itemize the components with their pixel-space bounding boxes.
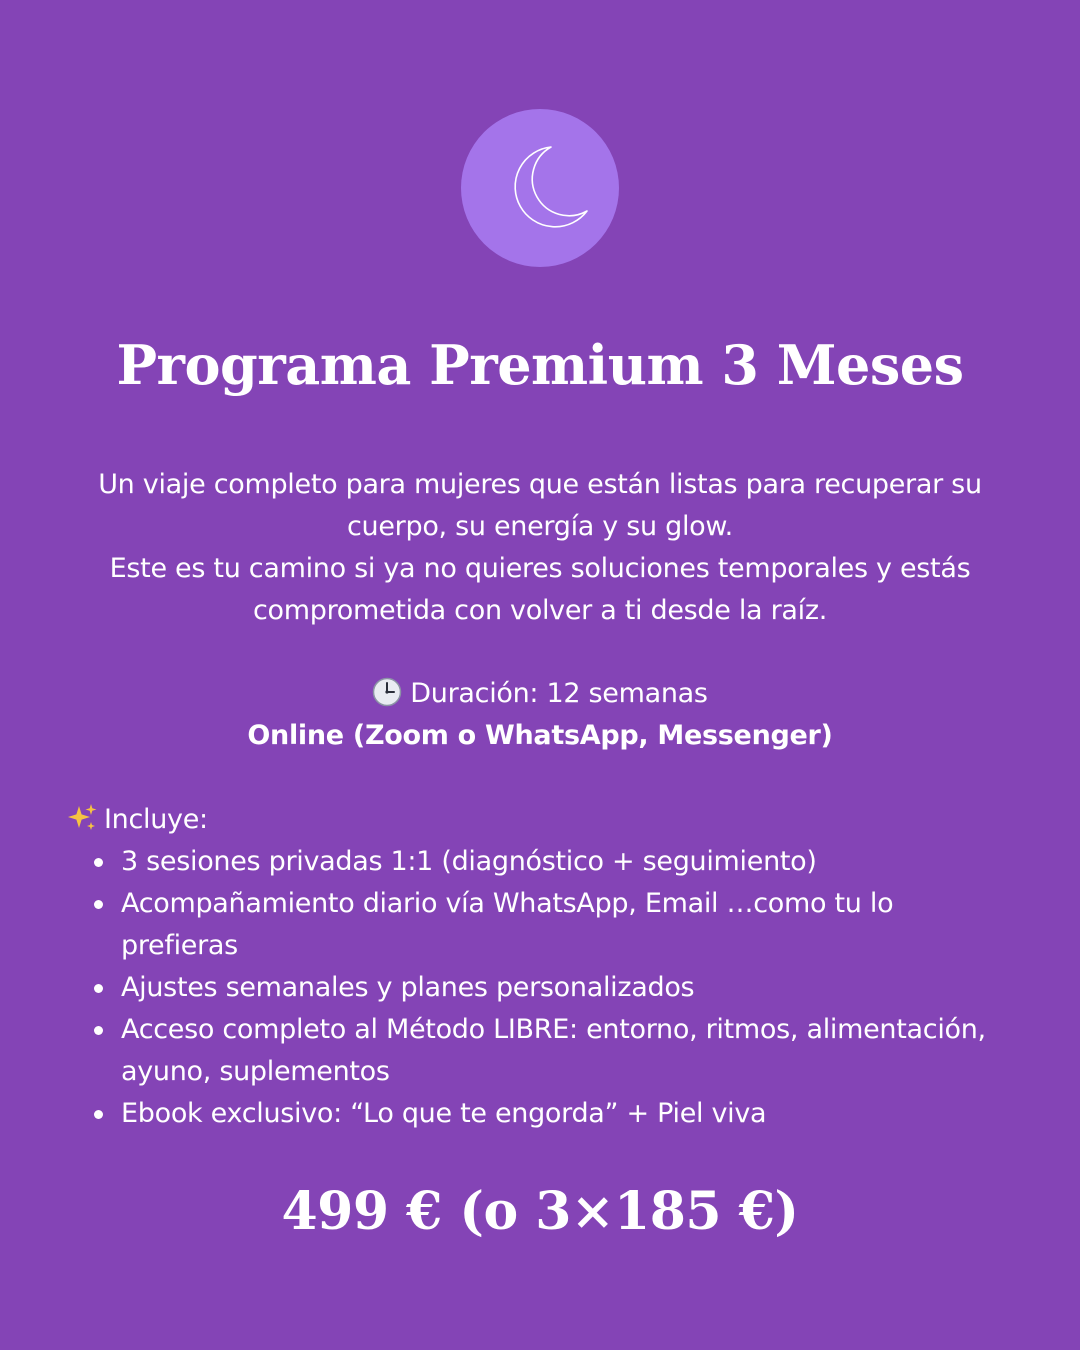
list-item xyxy=(66,1009,1016,1093)
bullet-dot xyxy=(94,858,103,867)
list-item-text: Acceso completo al Método LIBRE: entorno, ritmos, alimentación, ayuno, suplementos xyxy=(121,1014,986,1087)
duration-text: Duración: 12 semanas xyxy=(410,678,708,709)
clock-icon xyxy=(372,677,402,707)
bullet-dot xyxy=(94,1026,103,1035)
list-item xyxy=(66,883,1016,967)
includes-section xyxy=(66,799,1016,1135)
list-item-text: Ebook exclusivo: “Lo que te engorda” + Piel viva xyxy=(121,1098,767,1129)
page-title: Programa Premium 3 Meses xyxy=(116,333,964,397)
intro-text xyxy=(60,464,1020,632)
duration-line xyxy=(0,673,1080,715)
includes-list xyxy=(66,841,1016,1135)
intro-paragraph: Un viaje completo para mujeres que están listas para recuperar su cuerpo, su energía y su glow. xyxy=(98,469,982,542)
bullet-dot xyxy=(94,900,103,909)
price: 499 € (o 3×185 €) xyxy=(281,1181,799,1242)
list-item xyxy=(66,1093,1016,1135)
list-item xyxy=(66,967,1016,1009)
list-item-text: Ajustes semanales y planes personalizados xyxy=(121,972,695,1003)
list-item xyxy=(66,841,1016,883)
includes-heading: Incluye: xyxy=(104,804,208,835)
bullet-dot xyxy=(94,984,103,993)
duration-block xyxy=(0,673,1080,757)
bullet-dot xyxy=(94,1110,103,1119)
crescent-moon-icon xyxy=(461,109,619,267)
includes-heading-line xyxy=(66,799,1016,841)
sparkles-icon xyxy=(66,802,98,834)
list-item-text: Acompañamiento diario vía WhatsApp, Email …como tu lo prefieras xyxy=(121,888,894,961)
logo-circle xyxy=(461,109,619,267)
list-item-text: 3 sesiones privadas 1:1 (diagnóstico + seguimiento) xyxy=(121,846,817,877)
online-mode-text: Online (Zoom o WhatsApp, Messenger) xyxy=(247,720,833,751)
intro-paragraph: Este es tu camino si ya no quieres soluciones temporales y estás comprometida con volver a ti desde la raíz. xyxy=(109,553,971,626)
